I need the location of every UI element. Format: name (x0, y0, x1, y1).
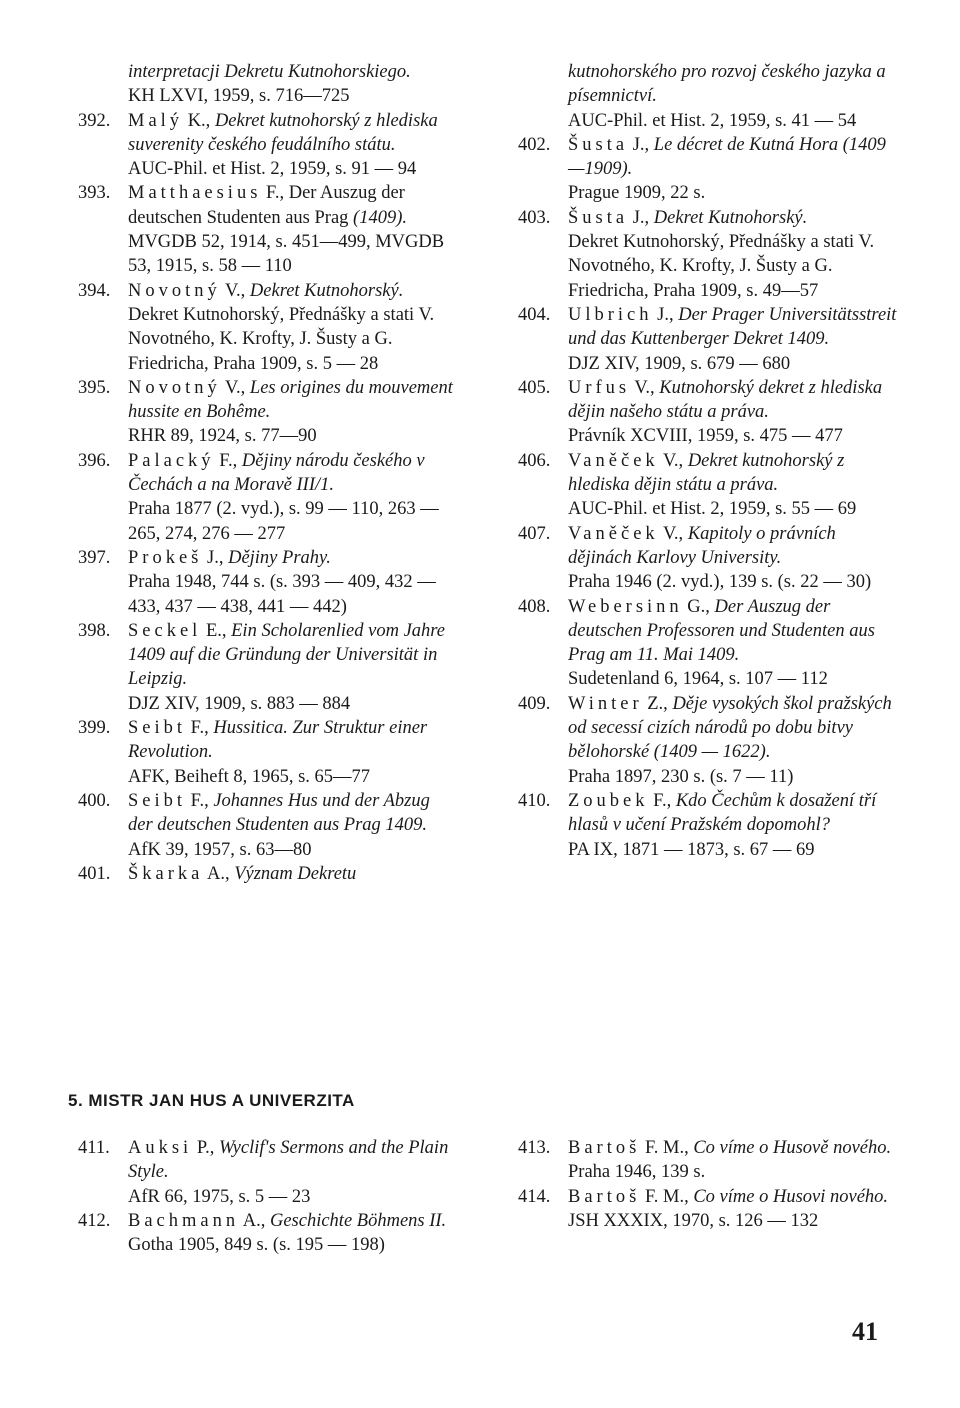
entry-title: Dějiny národu českého v Čechách a na Moravě III/1. (128, 450, 425, 496)
entry-author: Seibt (128, 718, 187, 739)
entry-author: Zoubek (568, 790, 649, 811)
bibliography-entry (518, 692, 900, 789)
bibliography-entry (518, 1136, 900, 1185)
bibliography-entry (518, 1185, 900, 1234)
entry-initials: A., (203, 863, 235, 884)
bibliography-entry (78, 716, 458, 789)
left-column-top (78, 60, 458, 886)
entry-initials: Z., (642, 693, 673, 714)
entry-initials: F., Der Auszug der deutschen Studenten aus Prag (128, 183, 405, 228)
entry-initials: F., (214, 450, 242, 471)
entry-title: Co víme o Husovi nového. (693, 1186, 889, 1207)
bibliography-entry (518, 206, 900, 303)
entry-author: Bartoš (568, 1186, 641, 1207)
entry-number: 403. (518, 207, 551, 228)
entry-initials: J., (628, 207, 654, 228)
entry-initials: F., (186, 718, 214, 739)
entry-author: Bachmann (128, 1210, 240, 1231)
entry-number: 392. (78, 110, 111, 131)
entry-number: 400. (78, 790, 111, 811)
bibliography-entry (518, 522, 900, 595)
entry-number: 399. (78, 718, 111, 739)
entry-number: 406. (518, 450, 551, 471)
entry-title: Děje vysokých škol pražských od secessí cizích národů po dobu bitvy bělohorské (1409 — 1622). (568, 693, 892, 763)
entry-source: Právník XCVIII, 1959, s. 475 — 477 (568, 426, 843, 447)
entry-source: MVGDB 52, 1914, s. 451—499, MVGDB 53, 1915, s. 58 — 110 (128, 232, 445, 277)
entry-title: Kutnohorský dekret z hlediska dějin našeho státu a práva. (568, 377, 883, 423)
entry-author: Auksi (128, 1138, 193, 1158)
entry-author: Winter (568, 693, 643, 714)
entry-title: Der Auszug der deutschen Professoren und Studenten aus Prag am 11. Mai 1409. (568, 596, 875, 666)
entry-author: Seibt (128, 790, 187, 811)
entry-source: AUC-Phil. et Hist. 2, 1959, s. 55 — 69 (568, 499, 857, 520)
bibliography-entry (78, 376, 458, 449)
entry-initials: V., (658, 450, 688, 471)
entry-number: 407. (518, 523, 551, 544)
entry-initials: V., (658, 523, 688, 544)
entry-title: Geschichte Böhmens II. (269, 1210, 447, 1231)
entry-title: Le décret de Kutná Hora (1409—1909). (568, 134, 886, 180)
entry-source: AfR 66, 1975, s. 5 — 23 (128, 1186, 311, 1207)
entry-title: Kapitoly o právních dějinách Karlovy University. (568, 523, 836, 568)
entry-source: AUC-Phil. et Hist. 2, 1959, s. 41 — 54 (568, 110, 857, 131)
entry-initials: E., (201, 620, 232, 641)
entry-number: 414. (518, 1186, 551, 1207)
entry-number: 398. (78, 620, 111, 641)
entry-author: Palacký (128, 450, 215, 471)
entry-number: 393. (78, 183, 111, 204)
entry-initials: K., (183, 110, 215, 131)
entry-number: 397. (78, 547, 111, 568)
entry-source: AfK 39, 1957, s. 63—80 (128, 839, 312, 860)
entry-number: 405. (518, 377, 551, 398)
bibliography-entry (78, 789, 458, 862)
bibliography-entry (518, 789, 900, 862)
entry-initials: F. M., (640, 1186, 694, 1207)
entry-title: Les origines du mouvement hussite en Bohême. (128, 377, 453, 423)
entry-initials: V., (220, 377, 250, 398)
bibliography-entry (78, 60, 458, 109)
entry-title: Dekret kutnohorský z hlediska dějin státu a práva. (568, 450, 845, 496)
entry-initials: V., (220, 280, 250, 301)
entry-source: Praha 1946 (2. vyd.), 139 s. (s. 22 — 30) (568, 572, 872, 593)
entry-author: Seckel (128, 620, 202, 641)
bibliography-entry (78, 619, 458, 716)
entry-title: Kdo Čechům k dosažení tří hlasů v učení Pražském dopomohl? (568, 790, 877, 836)
entry-author: Šusta (568, 134, 629, 155)
entry-author: Bartoš (568, 1138, 641, 1158)
entry-source: DJZ XIV, 1909, s. 679 — 680 (568, 353, 791, 374)
entry-author: Škarka (128, 863, 204, 884)
bibliography-entry (518, 376, 900, 449)
entry-author: Šusta (568, 207, 629, 228)
left-column-bottom (78, 1136, 458, 1257)
entry-number: 401. (78, 863, 111, 884)
bibliography-entry (78, 449, 458, 546)
entry-source: JSH XXXIX, 1970, s. 126 — 132 (568, 1210, 819, 1231)
bibliography-entry (78, 109, 458, 182)
entry-number: 413. (518, 1138, 551, 1158)
entry-title: Hussitica. Zur Struktur einer Revolution. (128, 718, 428, 763)
entry-author: Malý (128, 110, 184, 131)
right-column-bottom (518, 1136, 900, 1233)
entry-source: Praha 1946, 139 s. (568, 1162, 706, 1183)
entry-author: Urfus (568, 377, 631, 398)
entry-initials: J., (628, 134, 654, 155)
bibliography-entry (78, 1136, 458, 1209)
entry-title: Der Prager Universitätsstreit und das Kuttenberger Dekret 1409. (568, 304, 897, 350)
entry-author: Novotný (128, 280, 221, 301)
bibliography-entry (518, 133, 900, 206)
bibliography-entry (518, 60, 900, 133)
entry-initials: F. M., (640, 1138, 694, 1158)
bibliography-entry (78, 181, 458, 278)
bibliography-entry (78, 279, 458, 376)
entry-title: Dekret kutnohorský z hlediska suverenity českého feudálního státu. (128, 110, 438, 155)
entry-author: Prokeš (128, 547, 203, 568)
entry-initials: G., (682, 596, 715, 617)
entry-number: 402. (518, 134, 551, 155)
entry-number: 394. (78, 280, 111, 301)
entry-number: 396. (78, 450, 111, 471)
entry-initials: J., (652, 304, 679, 325)
section-heading: 5. MISTR JAN HUS A UNIVERZITA (68, 1091, 355, 1110)
entry-source: DJZ XIV, 1909, s. 883 — 884 (128, 693, 351, 714)
bibliography-entry (518, 449, 900, 522)
entry-source: AUC-Phil. et Hist. 2, 1959, s. 91 — 94 (128, 159, 417, 180)
entry-author: Vaněček (568, 450, 659, 471)
entry-author: Novotný (128, 377, 221, 398)
bibliography-entry (78, 546, 458, 619)
entry-initials: A., (239, 1210, 270, 1231)
entry-initials: V., (630, 377, 660, 398)
entry-initials: P., (192, 1138, 219, 1158)
right-column-top (518, 60, 900, 862)
entry-source: AFK, Beiheft 8, 1965, s. 65—77 (128, 766, 371, 787)
entry-title: Dekret Kutnohorský. (653, 207, 808, 228)
entry-initials: F., (186, 790, 214, 811)
entry-title: interpretacji Dekretu Kutnohorskiego. (128, 62, 411, 82)
entry-author: Matthaesius (128, 183, 262, 204)
entry-title: Ein Scholarenlied vom Jahre 1409 auf die Gründung der Universität in Leipzig. (128, 620, 446, 690)
entry-source: KH LXVI, 1959, s. 716—725 (128, 86, 350, 107)
entry-title: Význam Dekretu (234, 863, 357, 884)
bibliography-entry (518, 595, 900, 692)
entry-source: Praha 1897, 230 s. (s. 7 — 11) (568, 766, 794, 787)
entry-title: Dějiny Prahy. (228, 547, 331, 568)
entry-source: RHR 89, 1924, s. 77—90 (128, 426, 317, 447)
bibliography-entry (78, 862, 458, 886)
entry-source: Prague 1909, 22 s. (568, 183, 706, 204)
entry-title: Dekret Kutnohorský. (249, 280, 404, 301)
entry-number: 408. (518, 596, 551, 617)
entry-title: kutnohorského pro rozvoj českého jazyka a písemnictví. (568, 62, 886, 107)
entry-initials: J., (202, 547, 229, 568)
entry-source: Gotha 1905, 849 s. (s. 195 — 198) (128, 1235, 385, 1256)
entry-number: 410. (518, 790, 551, 811)
entry-number: 411. (78, 1138, 110, 1158)
entry-title: Johannes Hus und der Abzug der deutschen Studenten aus Prag 1409. (128, 790, 430, 836)
entry-author: Webersinn (568, 596, 683, 617)
page-number: 41 (852, 1317, 878, 1346)
entry-source: Praha 1948, 744 s. (s. 393 — 409, 432 — 433, 437 — 438, 441 — 442) (128, 572, 436, 617)
entry-source: PA IX, 1871 — 1873, s. 67 — 69 (568, 839, 815, 860)
entry-number: 404. (518, 304, 551, 325)
entry-source: Praha 1877 (2. vyd.), s. 99 — 110, 263 — 265, 274, 276 — 277 (128, 499, 439, 544)
entry-number: 395. (78, 377, 111, 398)
entry-number: 412. (78, 1210, 111, 1231)
entry-title: Wyclif's Sermons and the Plain Style. (128, 1138, 449, 1183)
entry-source: Dekret Kutnohorský, Přednášky a stati V. Novotného, K. Krofty, J. Šusty a G. Friedricha, Praha 1909, s. 49—57 (568, 232, 875, 301)
bibliography-entry (78, 1209, 458, 1258)
bibliography-entry (518, 303, 900, 376)
entry-number: 409. (518, 693, 551, 714)
entry-author: Ulbrich (568, 304, 653, 325)
entry-title: Co víme o Husově nového. (693, 1138, 892, 1158)
entry-author: Vaněček (568, 523, 659, 544)
entry-initials: F., (648, 790, 676, 811)
entry-title: (1409). (353, 207, 407, 228)
entry-source: Dekret Kutnohorský, Přednášky a stati V. Novotného, K. Krofty, J. Šusty a G. Friedricha, Praha 1909, s. 5 — 28 (128, 304, 435, 374)
entry-source: Sudetenland 6, 1964, s. 107 — 112 (568, 669, 828, 690)
